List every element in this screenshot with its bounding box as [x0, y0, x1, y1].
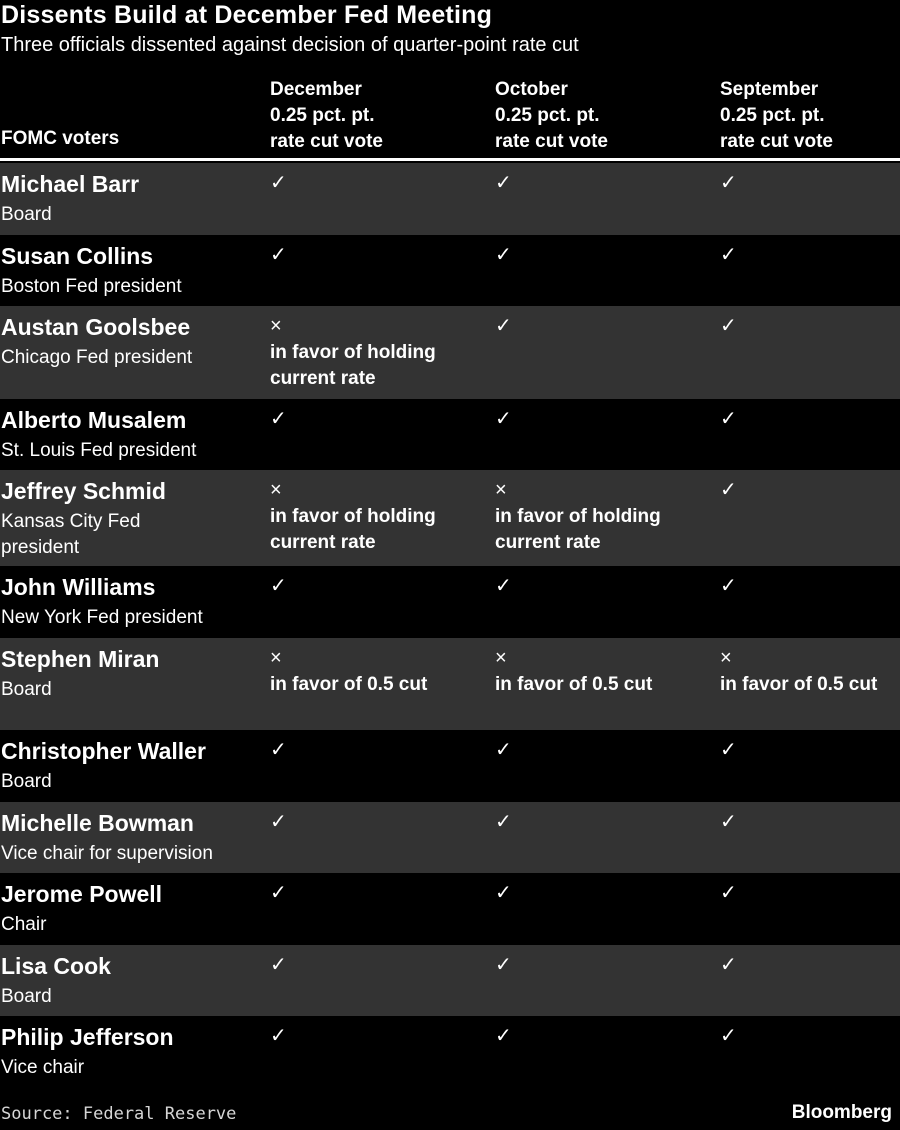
- vote-cell-december: [270, 810, 445, 834]
- check-icon: ✓: [720, 1025, 737, 1047]
- voter-role: Boston Fed president: [1, 276, 182, 297]
- vote-cell-december: [270, 953, 445, 977]
- cross-icon: ×: [270, 647, 282, 669]
- header-october-line: 0.25 pct. pt.: [495, 105, 600, 126]
- cross-icon: ×: [495, 479, 507, 501]
- check-icon: ✓: [720, 575, 737, 597]
- cross-icon: ×: [720, 647, 732, 669]
- vote-cell-december: [270, 646, 445, 698]
- check-icon: ✓: [495, 172, 512, 194]
- header-december-line: 0.25 pct. pt.: [270, 105, 375, 126]
- check-icon: ✓: [270, 244, 287, 266]
- dissent-note: in favor of 0.5 cut: [270, 674, 428, 695]
- check-icon: ✓: [720, 882, 737, 904]
- vote-cell-september: [720, 478, 890, 502]
- voter-role: Board: [1, 204, 52, 225]
- header-december-line: December: [270, 79, 362, 100]
- header-fomc-voters: FOMC voters: [1, 128, 120, 149]
- vote-cell-october: [495, 1024, 670, 1048]
- vote-cell-october: [495, 314, 670, 338]
- table-row: [0, 470, 900, 566]
- check-icon: ✓: [495, 315, 512, 337]
- check-icon: ✓: [720, 811, 737, 833]
- check-icon: ✓: [270, 811, 287, 833]
- header-october-line: rate cut vote: [495, 131, 608, 152]
- header-september: [720, 77, 833, 155]
- check-icon: ✓: [720, 739, 737, 761]
- table-row: [0, 873, 900, 945]
- chart-title: Dissents Build at December Fed Meeting: [1, 1, 493, 29]
- table-row: [0, 638, 900, 730]
- vote-cell-october: [495, 243, 670, 267]
- check-icon: ✓: [720, 408, 737, 430]
- vote-cell-october: [495, 574, 670, 598]
- header-december: [270, 77, 383, 155]
- check-icon: ✓: [495, 739, 512, 761]
- vote-cell-september: [720, 646, 890, 698]
- voter-name: Susan Collins: [1, 243, 154, 269]
- cross-icon: ×: [270, 315, 282, 337]
- check-icon: ✓: [495, 811, 512, 833]
- table-row: [0, 1016, 900, 1088]
- vote-cell-september: [720, 407, 890, 431]
- voter-role: Chicago Fed president: [1, 347, 193, 368]
- cross-icon: ×: [495, 647, 507, 669]
- source-note: Source: Federal Reserve: [1, 1104, 237, 1124]
- cross-icon: ×: [270, 479, 282, 501]
- voter-name: Christopher Waller: [1, 738, 206, 764]
- dissent-note: in favor of holding current rate: [495, 506, 661, 553]
- check-icon: ✓: [495, 882, 512, 904]
- bloomberg-logo: Bloomberg: [791, 1102, 892, 1123]
- table-row: [0, 730, 900, 802]
- voter-role: Chair: [1, 914, 47, 935]
- vote-cell-september: [720, 314, 890, 338]
- voter-name: John Williams: [1, 574, 156, 600]
- table-row: [0, 163, 900, 235]
- vote-cell-september: [720, 738, 890, 762]
- check-icon: ✓: [270, 408, 287, 430]
- check-icon: ✓: [495, 244, 512, 266]
- vote-cell-december: [270, 881, 445, 905]
- vote-cell-october: [495, 881, 670, 905]
- voter-role: Vice chair: [1, 1057, 85, 1078]
- vote-cell-september: [720, 1024, 890, 1048]
- voter-name: Michelle Bowman: [1, 810, 194, 836]
- table-row: [0, 306, 900, 399]
- check-icon: ✓: [270, 172, 287, 194]
- header-september-line: 0.25 pct. pt.: [720, 105, 825, 126]
- header-october-line: October: [495, 79, 568, 100]
- vote-cell-september: [720, 953, 890, 977]
- dissent-note: in favor of holding current rate: [270, 506, 436, 553]
- check-icon: ✓: [495, 575, 512, 597]
- vote-cell-october: [495, 478, 670, 556]
- check-icon: ✓: [270, 1025, 287, 1047]
- dissent-note: in favor of 0.5 cut: [495, 674, 653, 695]
- vote-cell-december: [270, 1024, 445, 1048]
- vote-cell-october: [495, 171, 670, 195]
- table-row: [0, 945, 900, 1016]
- vote-cell-december: [270, 243, 445, 267]
- vote-cell-december: [270, 478, 445, 556]
- voter-role: Board: [1, 986, 52, 1007]
- chart-subtitle: Three officials dissented against decision of quarter-point rate cut: [1, 34, 579, 56]
- vote-cell-september: [720, 243, 890, 267]
- check-icon: ✓: [270, 575, 287, 597]
- vote-cell-december: [270, 407, 445, 431]
- vote-cell-september: [720, 810, 890, 834]
- check-icon: ✓: [720, 172, 737, 194]
- vote-cell-october: [495, 953, 670, 977]
- check-icon: ✓: [720, 315, 737, 337]
- vote-cell-october: [495, 646, 670, 698]
- check-icon: ✓: [720, 954, 737, 976]
- vote-cell-december: [270, 314, 445, 392]
- vote-cell-december: [270, 738, 445, 762]
- table-row: [0, 802, 900, 873]
- voter-name: Alberto Musalem: [1, 407, 187, 433]
- voter-name: Lisa Cook: [1, 953, 111, 979]
- vote-cell-october: [495, 738, 670, 762]
- table-row: [0, 235, 900, 306]
- vote-cell-september: [720, 881, 890, 905]
- check-icon: ✓: [270, 739, 287, 761]
- voter-role: Kansas City Fed president: [1, 511, 141, 558]
- vote-cell-september: [720, 171, 890, 195]
- voter-name: Austan Goolsbee: [1, 314, 191, 340]
- voter-name: Jeffrey Schmid: [1, 478, 166, 504]
- voter-name: Jerome Powell: [1, 881, 163, 907]
- dissent-note: in favor of 0.5 cut: [720, 674, 878, 695]
- table-row: [0, 566, 900, 638]
- vote-cell-december: [270, 171, 445, 195]
- check-icon: ✓: [495, 1025, 512, 1047]
- vote-cell-december: [270, 574, 445, 598]
- dissent-note: in favor of holding current rate: [270, 342, 436, 389]
- voter-role: St. Louis Fed president: [1, 440, 197, 461]
- voter-role: Board: [1, 771, 52, 792]
- header-december-line: rate cut vote: [270, 131, 383, 152]
- table-row: [0, 399, 900, 470]
- check-icon: ✓: [270, 954, 287, 976]
- check-icon: ✓: [495, 954, 512, 976]
- header-september-line: September: [720, 79, 819, 100]
- header-october: [495, 77, 608, 155]
- voter-role: New York Fed president: [1, 607, 203, 628]
- check-icon: ✓: [720, 479, 737, 501]
- voter-role: Vice chair for supervision: [1, 843, 213, 864]
- vote-cell-october: [495, 407, 670, 431]
- header-september-line: rate cut vote: [720, 131, 833, 152]
- check-icon: ✓: [270, 882, 287, 904]
- votes-table: [0, 163, 900, 1088]
- voter-role: Board: [1, 679, 52, 700]
- vote-cell-september: [720, 574, 890, 598]
- header-divider: [0, 158, 900, 161]
- check-icon: ✓: [495, 408, 512, 430]
- vote-cell-october: [495, 810, 670, 834]
- check-icon: ✓: [720, 244, 737, 266]
- voter-name: Michael Barr: [1, 171, 140, 197]
- voter-name: Philip Jefferson: [1, 1024, 174, 1050]
- voter-name: Stephen Miran: [1, 646, 160, 672]
